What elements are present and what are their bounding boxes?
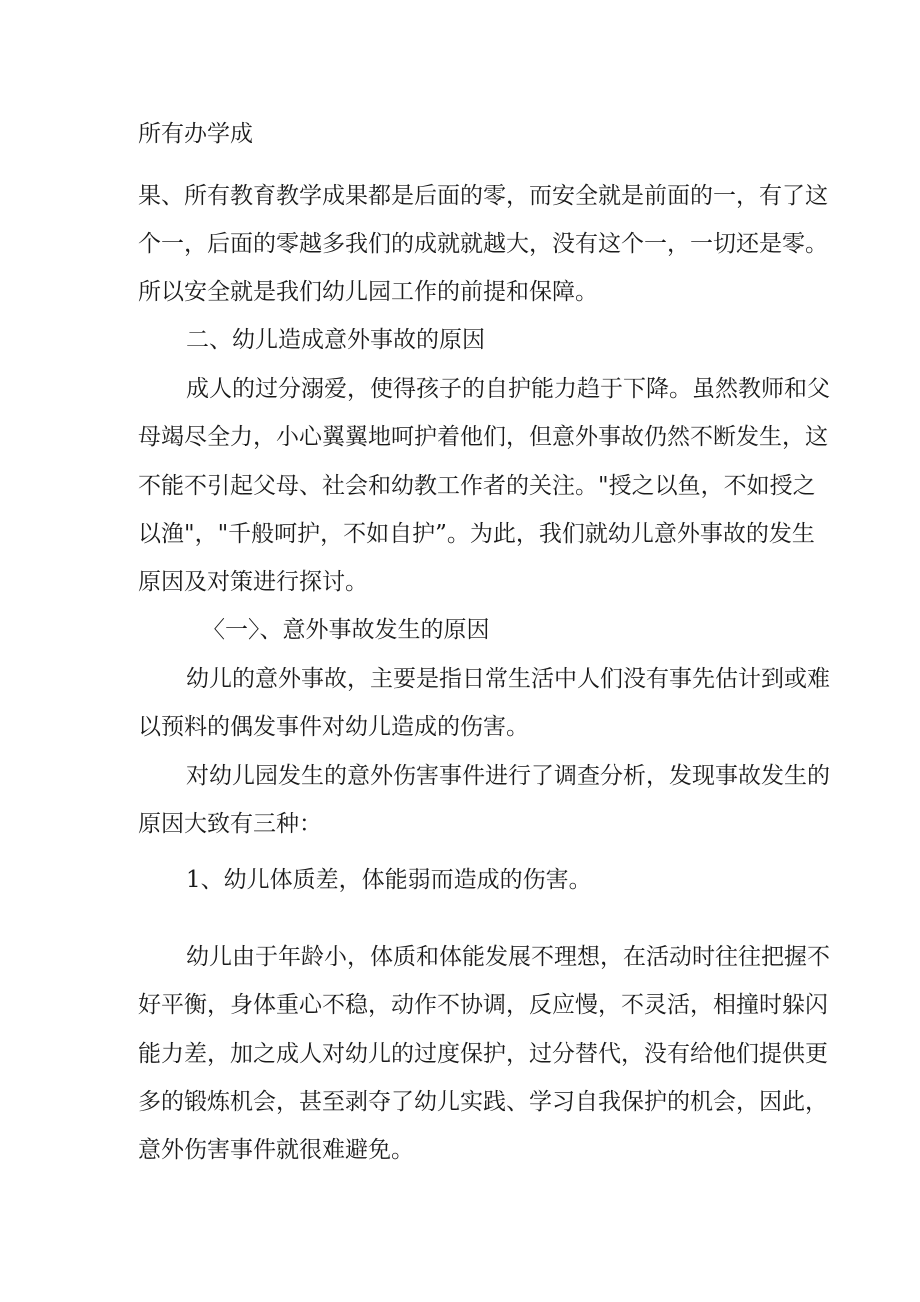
text-line: 幼儿的意外事故，主要是指日常生活中人们没有事先估计到或难: [186, 666, 830, 692]
text-line: 以渔"，"千般呵护，不如自护”。为此，我们就幼儿意外事故的发生: [138, 521, 815, 547]
text-line: 成人的过分溺爱，使得孩子的自护能力趋于下降。虽然教师和父: [186, 376, 830, 402]
text-line: 原因及对策进行探讨。: [138, 569, 368, 595]
text-line: 幼儿由于年龄小，体质和体能发展不理想，在活动时往往把握不: [186, 944, 830, 970]
text-line: 果、所有教育教学成果都是后面的零，而安全就是前面的一，有了这: [138, 183, 828, 209]
section-heading: 二、幼儿造成意外事故的原因: [186, 327, 485, 353]
text-line: 多的锻炼机会，甚至剥夺了幼儿实践、学习自我保护的机会，因此，: [138, 1089, 828, 1115]
text-line: 母竭尽全力，小心翼翼地呵护着他们，但意外事故仍然不断发生，这: [138, 424, 828, 450]
text-line: 所以安全就是我们幼儿园工作的前提和保障。: [138, 279, 598, 305]
text-line: 所有办学成: [138, 121, 253, 147]
text-line: 能力差，加之成人对幼儿的过度保护，过分替代，没有给他们提供更: [138, 1041, 828, 1067]
text-line: 以预料的偶发事件对幼儿造成的伤害。: [138, 714, 529, 740]
text-line: 原因大致有三种：: [138, 811, 322, 837]
text-line: 个一，后面的零越多我们的成就就越大，没有这个一，一切还是零。: [138, 231, 828, 257]
text-line: 对幼儿园发生的意外伤害事件进行了调查分析，发现事故发生的: [186, 763, 830, 789]
text-line: 意外伤害事件就很难避免。: [138, 1137, 414, 1163]
subsection-heading: 〈一〉、意外事故发生的原因: [202, 617, 490, 643]
text-line: 好平衡，身体重心不稳，动作不协调，反应慢，不灵活，相撞时躲闪: [138, 992, 828, 1018]
text-line: 不能不引起父母、社会和幼教工作者的关注。"授之以鱼，不如授之: [138, 473, 816, 499]
list-item-heading: 1、幼儿体质差，体能弱而造成的伤害。: [186, 867, 592, 893]
